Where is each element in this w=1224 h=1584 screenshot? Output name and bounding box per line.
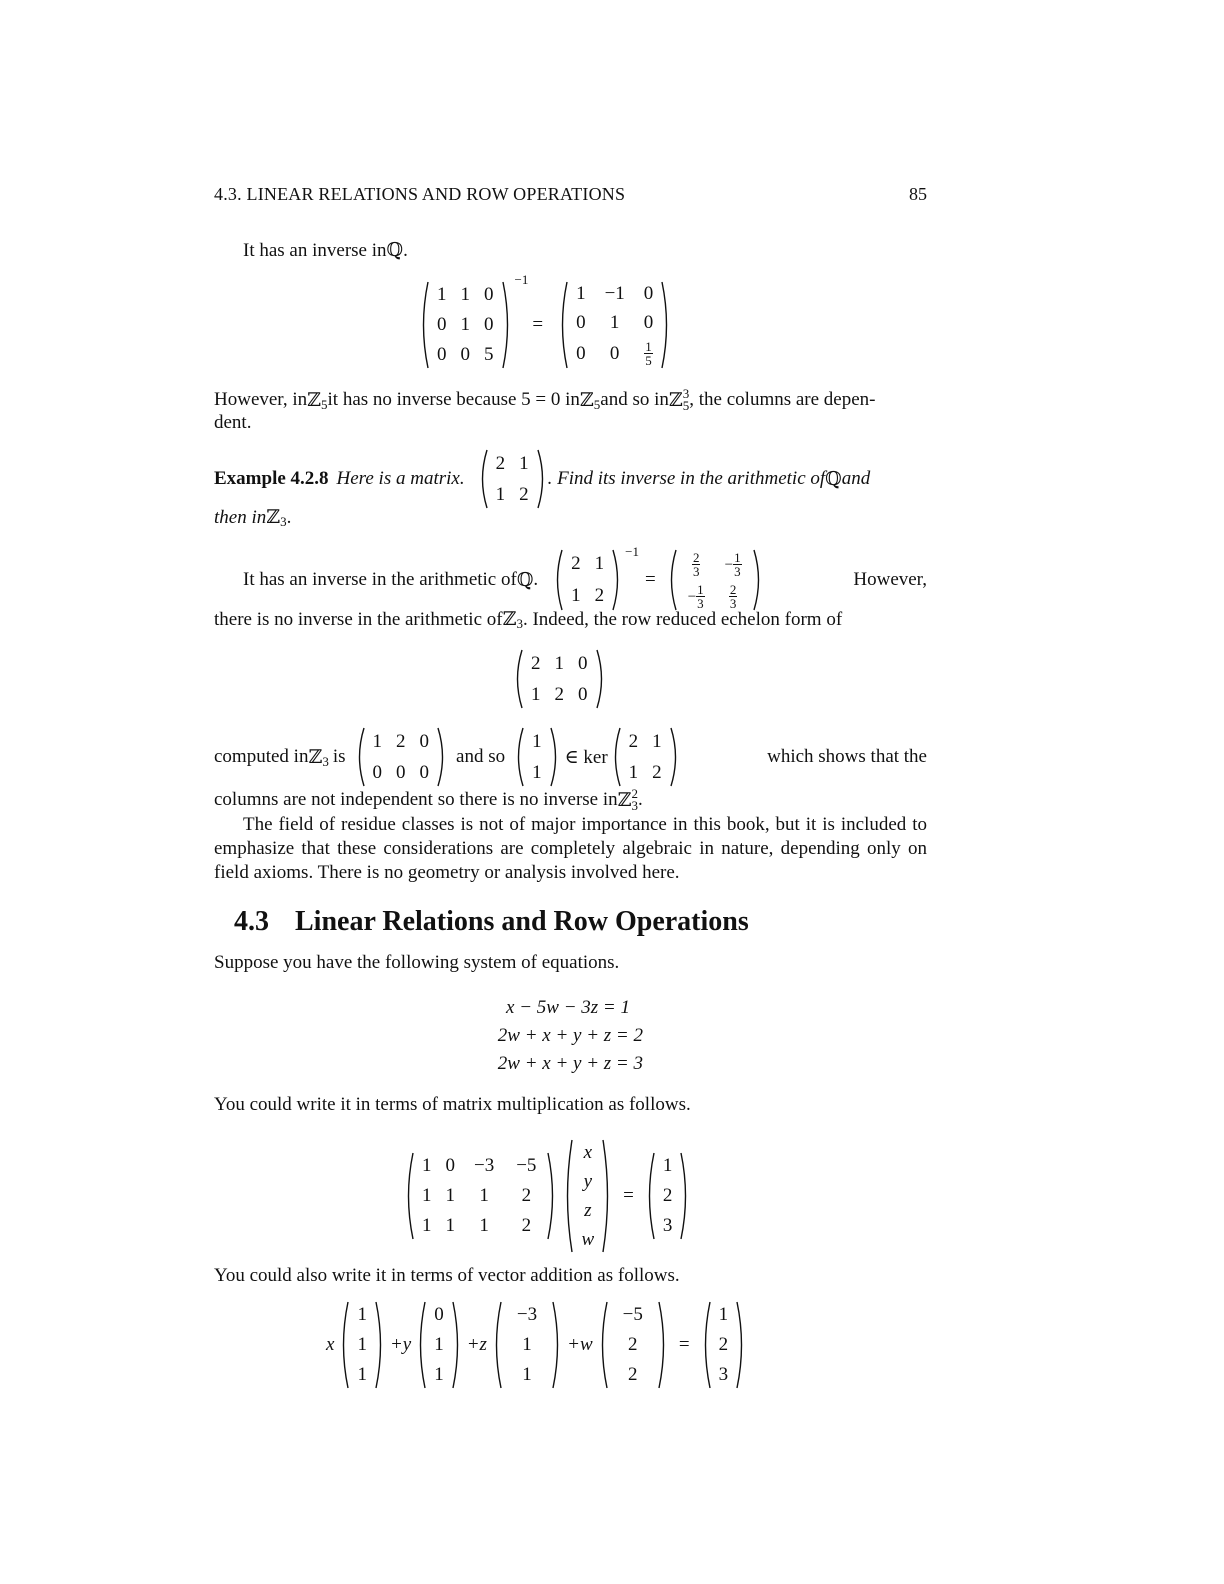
matrix-cell: −1 bbox=[604, 283, 625, 305]
example-matrix bbox=[477, 448, 548, 510]
right-paren-icon bbox=[660, 280, 672, 370]
matrix-cell: 1 bbox=[571, 585, 581, 606]
numerator: 1 bbox=[645, 339, 652, 355]
matrix-cell: 1 bbox=[422, 1155, 432, 1176]
matrix-cell: w bbox=[581, 1228, 595, 1250]
numerator: 1 bbox=[697, 581, 704, 597]
matrix-cell: 0 bbox=[578, 652, 588, 674]
superscript: 2 bbox=[631, 786, 639, 801]
text: It has an inverse in bbox=[243, 239, 387, 261]
matrix-cell: −3 bbox=[516, 1304, 538, 1325]
equation-system bbox=[470, 994, 670, 1078]
matrix-cell: 2 bbox=[396, 730, 406, 752]
matrix-cell: 0 bbox=[578, 683, 588, 705]
running-header bbox=[214, 184, 927, 208]
text: . Indeed, the row reduced echelon form of bbox=[522, 608, 843, 630]
text: there is no inverse in the arithmetic of bbox=[214, 608, 503, 630]
matrix-cell: 2 bbox=[521, 1215, 532, 1236]
equals: = bbox=[644, 569, 656, 590]
matrix-cell: 0 bbox=[419, 761, 430, 783]
fraction bbox=[733, 551, 742, 578]
left-paren-icon bbox=[557, 280, 569, 370]
matrix-cell: 0 bbox=[396, 761, 406, 783]
matrix-2x3 bbox=[512, 648, 607, 710]
example-text: Here is a matrix. bbox=[336, 468, 465, 489]
column-vector-4 bbox=[597, 1300, 669, 1390]
section-title: Linear Relations and Row Operations bbox=[295, 906, 749, 937]
fraction bbox=[644, 340, 653, 367]
equation-line: 2w + x + y + z = 2 bbox=[497, 1025, 643, 1046]
matrix-cell: 1 bbox=[434, 1334, 444, 1355]
text: However, in bbox=[214, 389, 308, 410]
subscript: 3 bbox=[631, 798, 639, 813]
matrix-cell: 0 bbox=[460, 344, 470, 365]
text: ∈ ker bbox=[564, 746, 608, 768]
matrix-cell: 0 bbox=[437, 314, 447, 335]
superscript: 3 bbox=[682, 386, 690, 401]
z-symbol: ℤ bbox=[668, 389, 683, 411]
subscript: 5 bbox=[682, 398, 690, 413]
matrix-cell: 2 bbox=[495, 452, 506, 474]
right-paren-icon bbox=[601, 1138, 613, 1254]
left-paren-icon bbox=[644, 1151, 656, 1241]
matrix-cell: 1 bbox=[357, 1304, 367, 1325]
matrix-cell: 1 bbox=[522, 1334, 532, 1355]
left-paren-icon bbox=[491, 1300, 503, 1390]
right-paren-icon bbox=[546, 1151, 558, 1241]
q-symbol: ℚ bbox=[516, 569, 534, 591]
left-paren-icon bbox=[666, 548, 678, 612]
left-paren-icon bbox=[418, 280, 430, 370]
right-paren-icon bbox=[735, 1300, 747, 1390]
right-paren-icon bbox=[657, 1300, 669, 1390]
matrix-cell: −5 bbox=[516, 1155, 537, 1176]
text: . bbox=[533, 569, 539, 590]
text: , the columns are depen- bbox=[689, 389, 876, 410]
paragraph-inverse-2x2-line2 bbox=[214, 608, 842, 631]
coefficient-matrix bbox=[403, 1151, 558, 1241]
denominator: 5 bbox=[645, 353, 652, 369]
left-paren-icon bbox=[513, 726, 525, 788]
matrix-cell: 3 bbox=[662, 1215, 673, 1236]
right-paren-icon bbox=[752, 548, 764, 612]
matrix-cell: 1 bbox=[662, 1155, 673, 1176]
paragraph-residue-classes: The field of residue classes is not of major importance in this book, but it is included to emphasize that these considerations are completely algebraic in nature, depending only on field axioms. There is no geometry or analysis involved here. bbox=[214, 814, 927, 883]
matrix-cell: 5 bbox=[484, 344, 494, 365]
example-text: and bbox=[841, 468, 871, 489]
matrix-cell: −5 bbox=[622, 1304, 643, 1325]
matrix-cell: 0 bbox=[609, 342, 620, 364]
denominator: 3 bbox=[692, 563, 700, 579]
z-symbol: ℤ bbox=[502, 609, 517, 630]
matrix-cell-fraction bbox=[678, 548, 715, 580]
matrix-cell: 2 bbox=[594, 585, 605, 606]
text: it has no inverse because 5 = 0 in bbox=[327, 389, 580, 410]
coef-x: x bbox=[326, 1334, 335, 1355]
left-paren-icon bbox=[403, 1151, 415, 1241]
example-line2 bbox=[214, 506, 291, 529]
matrix-cell: 2 bbox=[571, 553, 581, 574]
right-paren-icon bbox=[374, 1300, 386, 1390]
matrix-cell: 2 bbox=[628, 1334, 638, 1355]
left-paren-icon bbox=[597, 1300, 609, 1390]
matrix-cell: 2 bbox=[628, 730, 639, 752]
matrix-cell: 0 bbox=[484, 284, 494, 305]
matrix-cell: 1 bbox=[609, 312, 620, 334]
coef-y: +y bbox=[389, 1334, 412, 1355]
matrix-cell: 0 bbox=[484, 314, 494, 335]
right-paren-icon bbox=[436, 726, 448, 788]
left-paren-icon bbox=[512, 648, 524, 710]
denominator: 3 bbox=[697, 595, 704, 611]
matrix-cell: x bbox=[583, 1141, 592, 1163]
matrix-b bbox=[557, 280, 672, 370]
matrix-cell: 1 bbox=[495, 483, 506, 505]
equation-2x3-matrix bbox=[512, 648, 607, 710]
right-paren-icon bbox=[451, 1300, 463, 1390]
z-symbol: ℤ bbox=[617, 789, 632, 811]
example-text: then in bbox=[214, 506, 267, 528]
equation-line: x − 5w − 3z = 1 bbox=[506, 997, 630, 1018]
section-heading bbox=[234, 906, 749, 938]
matrix-cell: 1 bbox=[372, 730, 383, 752]
matrix-cell: 0 bbox=[372, 761, 383, 783]
text: and so bbox=[456, 746, 506, 767]
equation-inverse-3x3 bbox=[418, 272, 672, 370]
kernel-vector bbox=[513, 726, 561, 788]
minus: − bbox=[724, 556, 734, 573]
matrix-cell: 0 bbox=[643, 312, 654, 334]
paragraph-computed-in-z3-line2 bbox=[214, 788, 643, 812]
text: which shows that the bbox=[767, 746, 927, 767]
example-text: . Find its inverse in the arithmetic of bbox=[547, 468, 826, 489]
z-symbol: ℤ bbox=[308, 746, 323, 768]
q-symbol: ℚ bbox=[825, 468, 842, 490]
left-paren-icon bbox=[477, 448, 489, 510]
z-symbol: ℤ bbox=[579, 389, 594, 411]
matrix-cell: 1 bbox=[445, 1215, 455, 1236]
equals: = bbox=[678, 1334, 690, 1355]
matrix-cell: 2 bbox=[628, 1364, 638, 1385]
matrix-cell: 0 bbox=[643, 283, 654, 305]
matrix-cell: 1 bbox=[445, 1185, 455, 1206]
matrix-cell: 1 bbox=[519, 452, 529, 474]
subscript: 3 bbox=[280, 514, 287, 530]
right-paren-icon bbox=[611, 548, 623, 612]
z-symbol: ℤ bbox=[307, 389, 322, 411]
matrix-cell: 1 bbox=[522, 1364, 532, 1385]
matrix-cell: 3 bbox=[718, 1364, 729, 1385]
fraction bbox=[729, 583, 738, 610]
matrix-a bbox=[418, 280, 513, 370]
matrix-cell: 0 bbox=[434, 1304, 444, 1325]
matrix-cell: 0 bbox=[437, 344, 447, 365]
example-4-2-8 bbox=[214, 448, 927, 510]
matrix-cell-fraction bbox=[637, 338, 661, 370]
matrix-cell: 1 bbox=[422, 1215, 432, 1236]
text: dent. bbox=[214, 412, 252, 433]
subscript: 5 bbox=[321, 396, 328, 412]
matrix-cell: 2 bbox=[662, 1185, 673, 1206]
text: . bbox=[638, 789, 643, 810]
right-paren-icon bbox=[669, 726, 681, 788]
matrix-cell: 1 bbox=[460, 314, 470, 335]
text: It has an inverse in the arithmetic of bbox=[243, 569, 517, 590]
matrix-cell: 1 bbox=[594, 553, 605, 574]
matrix-2x2 bbox=[552, 548, 623, 612]
matrix-cell: 1 bbox=[576, 283, 586, 305]
text: and so in bbox=[600, 389, 669, 410]
matrix-cell: 1 bbox=[437, 284, 447, 305]
numerator: 2 bbox=[692, 549, 700, 565]
paragraph-inverse-in-q bbox=[243, 239, 408, 262]
matrix-cell: 1 bbox=[422, 1185, 432, 1206]
exponent: −1 bbox=[625, 544, 639, 559]
matrix-cell: 1 bbox=[479, 1215, 489, 1236]
matrix-cell: 0 bbox=[576, 342, 586, 364]
column-vector-2 bbox=[415, 1300, 463, 1390]
example-label: Example 4.2.8 bbox=[214, 468, 329, 489]
matrix-cell-fraction bbox=[715, 548, 752, 580]
text: columns are not independent so there is no inverse in bbox=[214, 789, 618, 810]
equation-matrix-form bbox=[403, 1138, 691, 1254]
matrix-cell: 1 bbox=[718, 1304, 729, 1325]
matrix-cell: 2 bbox=[554, 683, 564, 705]
variable-vector bbox=[562, 1138, 613, 1254]
matrix-cell: 2 bbox=[519, 483, 529, 505]
inverse-matrix-2x2 bbox=[666, 548, 764, 612]
matrix-cell: 0 bbox=[445, 1155, 455, 1176]
denominator: 3 bbox=[734, 563, 741, 579]
matrix-cell: 1 bbox=[531, 683, 541, 705]
equation-vector-form bbox=[326, 1300, 747, 1390]
right-paren-icon bbox=[549, 726, 561, 788]
fraction bbox=[692, 551, 701, 578]
paragraph-suppose: Suppose you have the following system of equations. bbox=[214, 952, 620, 973]
left-paren-icon bbox=[415, 1300, 427, 1390]
matrix-cell: 1 bbox=[652, 730, 662, 752]
left-paren-icon bbox=[338, 1300, 350, 1390]
column-vector-3 bbox=[491, 1300, 563, 1390]
z-symbol: ℤ bbox=[266, 507, 281, 528]
denominator: 3 bbox=[729, 595, 737, 611]
equals: = bbox=[623, 1185, 634, 1206]
left-paren-icon bbox=[700, 1300, 712, 1390]
left-paren-icon bbox=[610, 726, 622, 788]
numerator: 2 bbox=[729, 581, 737, 597]
subscript: 5 bbox=[593, 396, 601, 412]
rhs-vector bbox=[644, 1151, 692, 1241]
rref-matrix bbox=[354, 726, 449, 788]
page-number: 85 bbox=[909, 184, 927, 204]
text: . bbox=[403, 239, 408, 261]
running-header-title: 4.3. LINEAR RELATIONS AND ROW OPERATIONS bbox=[214, 184, 626, 204]
right-paren-icon bbox=[679, 1151, 691, 1241]
subscript: 3 bbox=[516, 616, 523, 632]
right-paren-icon bbox=[551, 1300, 563, 1390]
paragraph-z5-line2 bbox=[214, 412, 251, 434]
exponent: −1 bbox=[514, 272, 529, 287]
paragraph-computed-in-z3 bbox=[214, 726, 927, 788]
matrix-cell: 2 bbox=[521, 1185, 532, 1206]
minus: − bbox=[687, 588, 697, 605]
equals: = bbox=[532, 314, 544, 335]
matrix-cell: 1 bbox=[357, 1334, 367, 1355]
right-paren-icon bbox=[595, 648, 607, 710]
rhs-vector bbox=[700, 1300, 748, 1390]
matrix-cell: 1 bbox=[532, 761, 542, 783]
matrix-cell: 0 bbox=[419, 730, 430, 752]
fraction bbox=[696, 583, 705, 610]
left-paren-icon bbox=[562, 1138, 574, 1254]
matrix-cell: 1 bbox=[357, 1364, 367, 1385]
equation-line: 2w + x + y + z = 3 bbox=[497, 1053, 643, 1074]
matrix-cell: 2 bbox=[531, 652, 541, 674]
column-vector-1 bbox=[338, 1300, 386, 1390]
matrix-cell: 2 bbox=[652, 761, 662, 783]
matrix-cell: −3 bbox=[474, 1155, 495, 1176]
coef-z: +z bbox=[466, 1334, 487, 1355]
matrix-cell: 1 bbox=[460, 284, 470, 305]
numerator: 1 bbox=[734, 549, 741, 565]
matrix-cell: 1 bbox=[434, 1364, 444, 1385]
text: However, bbox=[853, 569, 927, 590]
right-paren-icon bbox=[501, 280, 513, 370]
paragraph-vector-addition: You could also write it in terms of vector addition as follows. bbox=[214, 1265, 680, 1286]
left-paren-icon bbox=[354, 726, 366, 788]
matrix-cell: 1 bbox=[628, 761, 639, 783]
text: computed in bbox=[214, 746, 309, 767]
paragraph-inverse-2x2 bbox=[243, 544, 927, 612]
matrix-cell: y bbox=[583, 1170, 592, 1192]
matrix-cell: z bbox=[584, 1199, 592, 1221]
text: . bbox=[286, 506, 292, 528]
paragraph-matrix-mult: You could write it in terms of matrix multiplication as follows. bbox=[214, 1094, 691, 1115]
paragraph-z5 bbox=[214, 388, 927, 412]
kernel-matrix bbox=[610, 726, 681, 788]
section-number: 4.3 bbox=[234, 906, 269, 937]
right-paren-icon bbox=[536, 448, 548, 510]
matrix-cell: 1 bbox=[532, 730, 542, 752]
matrix-cell: 1 bbox=[479, 1185, 489, 1206]
coef-w: +w bbox=[567, 1334, 593, 1355]
matrix-cell: 0 bbox=[576, 312, 586, 334]
matrix-cell: 1 bbox=[554, 652, 564, 674]
left-paren-icon bbox=[552, 548, 564, 612]
matrix-cell: 2 bbox=[718, 1334, 729, 1355]
q-symbol: ℚ bbox=[386, 240, 404, 261]
subscript: 3 bbox=[322, 753, 329, 769]
text: is bbox=[332, 746, 346, 767]
